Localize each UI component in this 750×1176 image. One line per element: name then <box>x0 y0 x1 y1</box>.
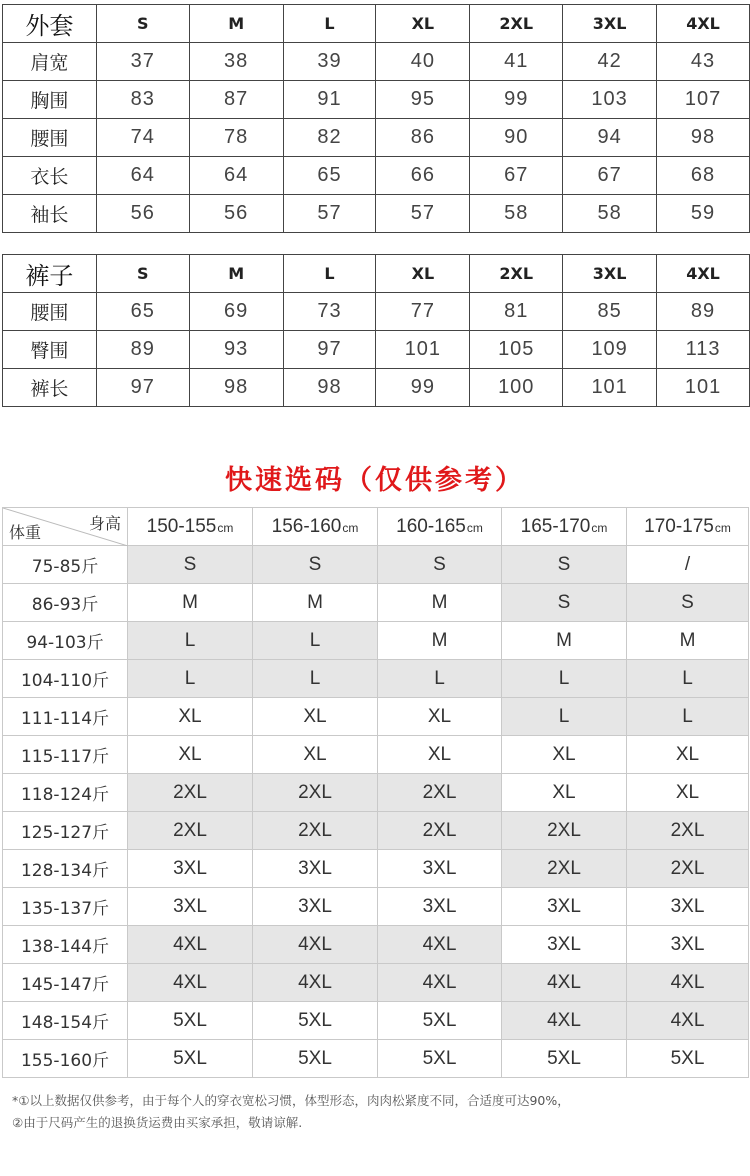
measurement-value: 109 <box>563 331 657 369</box>
pants-size-table <box>2 254 750 407</box>
footnotes <box>12 1090 570 1134</box>
recommended-size: 4XL <box>128 926 253 964</box>
table-row <box>3 331 750 369</box>
recommended-size: 4XL <box>128 964 253 1002</box>
size-header: S <box>96 5 189 43</box>
recommended-size: S <box>128 546 253 584</box>
recommended-size: 3XL <box>128 850 253 888</box>
table-row <box>3 888 749 926</box>
measurement-value: 105 <box>470 331 563 369</box>
size-header: 4XL <box>657 5 750 43</box>
weight-range: 125-127斤 <box>3 812 128 850</box>
footnote: *①以上数据仅供参考，由于每个人的穿衣宽松习惯，体型形态，肉肉松紧度不同，合适度可达90%， <box>12 1093 570 1108</box>
measurement-value: 81 <box>470 293 563 331</box>
measurement-value: 64 <box>189 157 283 195</box>
table-row <box>3 736 749 774</box>
recommended-size: XL <box>253 736 378 774</box>
recommended-size: 3XL <box>253 888 378 926</box>
recommended-size: / <box>627 546 749 584</box>
table-row <box>3 584 749 622</box>
recommended-size: 3XL <box>502 888 627 926</box>
measurement-label: 腰围 <box>3 293 97 331</box>
recommended-size: 4XL <box>253 926 378 964</box>
measurement-value: 74 <box>96 119 189 157</box>
table-row <box>3 81 750 119</box>
recommended-size: L <box>128 622 253 660</box>
table-row <box>3 698 749 736</box>
weight-range: 94-103斤 <box>3 622 128 660</box>
quick-size-table <box>2 507 749 1078</box>
measurement-value: 41 <box>470 43 563 81</box>
measurement-value: 91 <box>283 81 376 119</box>
measurement-value: 64 <box>96 157 189 195</box>
measurement-value: 107 <box>657 81 750 119</box>
recommended-size: 4XL <box>502 1002 627 1040</box>
measurement-value: 40 <box>376 43 470 81</box>
height-header: 170-175cm <box>627 508 749 546</box>
measurement-value: 93 <box>189 331 283 369</box>
recommended-size: 5XL <box>128 1040 253 1078</box>
recommended-size: 3XL <box>253 850 378 888</box>
measurement-value: 59 <box>657 195 750 233</box>
table-row <box>3 546 749 584</box>
measurement-value: 90 <box>470 119 563 157</box>
table-row <box>3 43 750 81</box>
recommended-size: M <box>627 622 749 660</box>
measurement-value: 43 <box>657 43 750 81</box>
measurement-label: 袖长 <box>3 195 97 233</box>
size-header: L <box>283 5 376 43</box>
recommended-size: S <box>378 546 502 584</box>
footnote: ②由于尺码产生的退换货运费由买家承担，敬请谅解. <box>12 1115 303 1130</box>
table-row <box>3 195 750 233</box>
recommended-size: 5XL <box>253 1002 378 1040</box>
recommended-size: 4XL <box>627 1002 749 1040</box>
measurement-value: 99 <box>470 81 563 119</box>
measurement-value: 101 <box>376 331 470 369</box>
recommended-size: 5XL <box>378 1002 502 1040</box>
weight-label: 体重 <box>9 523 42 542</box>
recommended-size: L <box>502 698 627 736</box>
recommended-size: 5XL <box>253 1040 378 1078</box>
weight-range: 115-117斤 <box>3 736 128 774</box>
recommended-size: M <box>128 584 253 622</box>
measurement-value: 98 <box>283 369 376 407</box>
recommended-size: 4XL <box>502 964 627 1002</box>
weight-range: 135-137斤 <box>3 888 128 926</box>
measurement-value: 56 <box>96 195 189 233</box>
size-header: S <box>96 255 189 293</box>
recommended-size: XL <box>627 774 749 812</box>
size-header: 2XL <box>470 255 563 293</box>
recommended-size: 2XL <box>627 850 749 888</box>
size-header: XL <box>376 5 470 43</box>
measurement-value: 69 <box>189 293 283 331</box>
table-row <box>3 293 750 331</box>
size-header: M <box>189 255 283 293</box>
recommended-size: 3XL <box>128 888 253 926</box>
table-row <box>3 119 750 157</box>
recommended-size: L <box>502 660 627 698</box>
measurement-value: 101 <box>563 369 657 407</box>
recommended-size: S <box>627 584 749 622</box>
measurement-value: 97 <box>283 331 376 369</box>
table-row <box>3 774 749 812</box>
measurement-value: 42 <box>563 43 657 81</box>
table-row <box>3 660 749 698</box>
measurement-value: 103 <box>563 81 657 119</box>
measurement-value: 37 <box>96 43 189 81</box>
measurement-value: 68 <box>657 157 750 195</box>
table-header-row <box>3 508 749 546</box>
recommended-size: 4XL <box>378 926 502 964</box>
measurement-value: 56 <box>189 195 283 233</box>
measurement-value: 57 <box>283 195 376 233</box>
measurement-label: 胸围 <box>3 81 97 119</box>
height-header: 165-170cm <box>502 508 627 546</box>
measurement-value: 97 <box>96 369 189 407</box>
weight-range: 155-160斤 <box>3 1040 128 1078</box>
height-header: 150-155cm <box>128 508 253 546</box>
recommended-size: 3XL <box>627 888 749 926</box>
recommended-size: 3XL <box>627 926 749 964</box>
weight-range: 145-147斤 <box>3 964 128 1002</box>
recommended-size: 4XL <box>378 964 502 1002</box>
recommended-size: XL <box>253 698 378 736</box>
measurement-value: 57 <box>376 195 470 233</box>
weight-range: 86-93斤 <box>3 584 128 622</box>
recommended-size: L <box>253 622 378 660</box>
weight-range: 111-114斤 <box>3 698 128 736</box>
table-row <box>3 926 749 964</box>
measurement-value: 94 <box>563 119 657 157</box>
height-header: 156-160cm <box>253 508 378 546</box>
recommended-size: L <box>627 698 749 736</box>
size-header: M <box>189 5 283 43</box>
measurement-value: 82 <box>283 119 376 157</box>
recommended-size: M <box>378 584 502 622</box>
measurement-value: 39 <box>283 43 376 81</box>
recommended-size: 5XL <box>378 1040 502 1078</box>
recommended-size: 2XL <box>253 812 378 850</box>
measurement-value: 95 <box>376 81 470 119</box>
recommended-size: 3XL <box>378 888 502 926</box>
height-label: 身高 <box>88 514 121 533</box>
table-row <box>3 812 749 850</box>
recommended-size: 2XL <box>627 812 749 850</box>
measurement-value: 58 <box>470 195 563 233</box>
table-row <box>3 1040 749 1078</box>
measurement-value: 100 <box>470 369 563 407</box>
table-title: 外套 <box>3 5 97 43</box>
recommended-size: S <box>502 546 627 584</box>
recommended-size: S <box>253 546 378 584</box>
recommended-size: XL <box>627 736 749 774</box>
recommended-size: 4XL <box>627 964 749 1002</box>
recommended-size: XL <box>128 736 253 774</box>
recommended-size: 4XL <box>253 964 378 1002</box>
measurement-value: 73 <box>283 293 376 331</box>
measurement-value: 86 <box>376 119 470 157</box>
recommended-size: 5XL <box>128 1002 253 1040</box>
size-header: 4XL <box>657 255 750 293</box>
table-title: 裤子 <box>3 255 97 293</box>
measurement-value: 99 <box>376 369 470 407</box>
recommended-size: S <box>502 584 627 622</box>
corner-header-cell <box>3 508 128 546</box>
size-header: XL <box>376 255 470 293</box>
recommended-size: L <box>253 660 378 698</box>
measurement-value: 89 <box>657 293 750 331</box>
table-row <box>3 369 750 407</box>
measurement-value: 67 <box>470 157 563 195</box>
recommended-size: 2XL <box>378 774 502 812</box>
measurement-value: 65 <box>96 293 189 331</box>
size-header: 3XL <box>563 255 657 293</box>
recommended-size: M <box>502 622 627 660</box>
recommended-size: 2XL <box>378 812 502 850</box>
recommended-size: 2XL <box>502 812 627 850</box>
measurement-label: 裤长 <box>3 369 97 407</box>
measurement-value: 87 <box>189 81 283 119</box>
height-header: 160-165cm <box>378 508 502 546</box>
measurement-value: 65 <box>283 157 376 195</box>
measurement-value: 38 <box>189 43 283 81</box>
weight-range: 104-110斤 <box>3 660 128 698</box>
weight-range: 75-85斤 <box>3 546 128 584</box>
recommended-size: L <box>128 660 253 698</box>
measurement-value: 101 <box>657 369 750 407</box>
table-row <box>3 964 749 1002</box>
recommended-size: 5XL <box>502 1040 627 1078</box>
recommended-size: 5XL <box>627 1040 749 1078</box>
measurement-value: 98 <box>189 369 283 407</box>
measurement-value: 85 <box>563 293 657 331</box>
table-row <box>3 157 750 195</box>
measurement-value: 77 <box>376 293 470 331</box>
weight-range: 138-144斤 <box>3 926 128 964</box>
recommended-size: 2XL <box>128 774 253 812</box>
measurement-value: 89 <box>96 331 189 369</box>
recommended-size: M <box>378 622 502 660</box>
recommended-size: XL <box>378 736 502 774</box>
weight-range: 118-124斤 <box>3 774 128 812</box>
size-header: 3XL <box>563 5 657 43</box>
recommended-size: XL <box>378 698 502 736</box>
table-header-row <box>3 5 750 43</box>
recommended-size: XL <box>502 774 627 812</box>
measurement-value: 98 <box>657 119 750 157</box>
measurement-value: 83 <box>96 81 189 119</box>
recommended-size: XL <box>502 736 627 774</box>
table-row <box>3 622 749 660</box>
size-header: 2XL <box>470 5 563 43</box>
recommended-size: 2XL <box>502 850 627 888</box>
quick-select-title: 快速选码（仅供参考） <box>225 465 525 496</box>
recommended-size: 3XL <box>502 926 627 964</box>
recommended-size: 2XL <box>253 774 378 812</box>
weight-range: 128-134斤 <box>3 850 128 888</box>
recommended-size: 2XL <box>128 812 253 850</box>
table-row <box>3 850 749 888</box>
recommended-size: XL <box>128 698 253 736</box>
measurement-value: 67 <box>563 157 657 195</box>
recommended-size: 3XL <box>378 850 502 888</box>
measurement-label: 衣长 <box>3 157 97 195</box>
measurement-value: 113 <box>657 331 750 369</box>
weight-range: 148-154斤 <box>3 1002 128 1040</box>
size-header: L <box>283 255 376 293</box>
table-row <box>3 1002 749 1040</box>
measurement-label: 肩宽 <box>3 43 97 81</box>
jacket-size-table <box>2 4 750 233</box>
recommended-size: M <box>253 584 378 622</box>
measurement-value: 78 <box>189 119 283 157</box>
recommended-size: L <box>627 660 749 698</box>
measurement-value: 66 <box>376 157 470 195</box>
measurement-label: 臀围 <box>3 331 97 369</box>
recommended-size: L <box>378 660 502 698</box>
measurement-value: 58 <box>563 195 657 233</box>
measurement-label: 腰围 <box>3 119 97 157</box>
table-header-row <box>3 255 750 293</box>
